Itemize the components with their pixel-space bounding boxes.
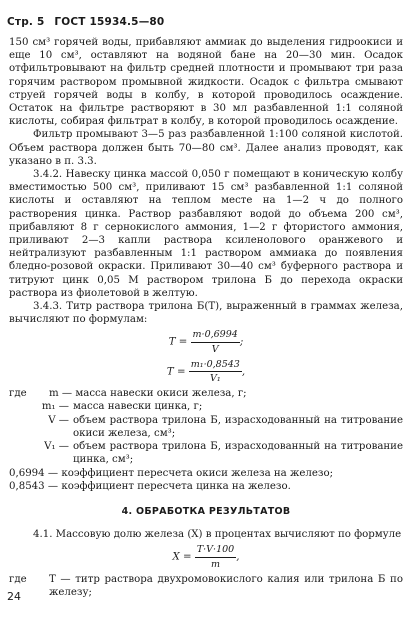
fraction-denominator: V₁ <box>209 373 221 385</box>
definition-symbol: 0,6994 — <box>9 467 59 479</box>
paragraph: 3.4.2. Навеску цинка массой 0,050 г помещают в коническую колбу вместимостью 500 см³, приливают 15 см³ разбавленной 1:1 соляной кислоты и оставляют на теплом месте на 1—2 ч до полного растворения цинка. Раствор разбавляют водой до объема 200 см³, прибавляют 8 г сернокислого аммония, 1—2 г фтористого аммония, приливают 2—3 капли раствора ксиленолового оранжевого и нейтрализуют разбавленным 1:1 раствором аммиака до появления бледно-розовой окраски. Приливают 30—40 см³ буферного раствора и титруют цинк 0,05 М раствором трилона Б до перехода окраски раствора из фиолетовой в желтую. <box>9 169 403 299</box>
definition-symbol: m₁ — <box>41 401 69 413</box>
definition-symbol: V — <box>48 414 69 426</box>
formula-punct: ; <box>239 337 244 349</box>
formula-punct: , <box>241 366 246 378</box>
fraction-denominator: V <box>211 343 219 355</box>
definition-row <box>9 480 403 493</box>
paragraph: 150 см³ горячей воды, прибавляют аммиак до выделения гидроокиси и еще 10 см³, оставляют на водяной бане на 20—30 мин. Осадок отфильтровывают на фильтр средней плотности и промывают три раза горячим раствором промывной жидкости. Осадок с фильтра смывают струей горячей воды в колбу, в которой проводилось осаждение. Остаток на фильтре растворяют в 30 мл разбавленной 1:1 соляной кислоты, собирая фильтрат в колбу, в которой проводилось осаждение. <box>9 37 403 128</box>
fraction-numerator: m₁·0,8543 <box>189 358 242 372</box>
definition-text: коэффициент пересчета цинка на железо. <box>61 480 291 492</box>
definition-text: масса навески окиси железа, г; <box>75 388 247 400</box>
section-title: 4. ОБРАБОТКА РЕЗУЛЬТАТОВ <box>121 505 291 517</box>
formula-punct: , <box>236 552 240 564</box>
definition-content <box>49 573 403 599</box>
fraction <box>195 543 236 570</box>
paragraph: 4.1. Массовую долю железа (X) в процентах вычисляют по формуле <box>33 529 402 541</box>
fraction-numerator: T·V·100 <box>195 543 236 557</box>
definition-content <box>49 387 403 400</box>
definition-symbol: T — <box>49 573 71 585</box>
page-header <box>7 16 170 28</box>
definition-symbol: 0,8543 — <box>9 480 59 492</box>
definition-row <box>9 414 403 440</box>
definition-intro: где <box>9 388 27 400</box>
page-number: 24 <box>7 590 21 603</box>
formula-titer-zinc <box>9 358 403 385</box>
definition-text: коэффициент пересчета окиси железа на железо; <box>61 467 334 479</box>
standard-number: ГОСТ 15934.5—80 <box>54 16 165 28</box>
formula-titer-iron-oxide <box>9 328 403 355</box>
definition-row <box>9 440 403 466</box>
formula-lhs: T = <box>168 337 188 349</box>
fraction <box>191 328 240 355</box>
definition-text: титр раствора двухромовокислого калия или трилона Б по железу; <box>49 573 403 598</box>
paragraph: 3.4.3. Титр раствора трилона Б(T), выраженный в граммах железа, вычисляют по формулам: <box>9 301 403 326</box>
definition-text: масса навески цинка, г; <box>73 401 203 413</box>
definition-row <box>9 467 403 480</box>
definition-intro: где <box>9 573 27 585</box>
definition-row <box>9 387 403 400</box>
definition-text: объем раствора трилона Б, израсходованный на титрование цинка, см³; <box>73 441 403 466</box>
definition-text: объем раствора трилона Б, израсходованный на титрование окиси железа, см³; <box>73 414 403 439</box>
variable-definitions <box>9 387 403 493</box>
fraction-denominator: m <box>211 558 221 570</box>
page-label: Стр. 5 <box>7 16 45 28</box>
definition-row <box>9 573 403 599</box>
definition-row <box>9 400 403 413</box>
fraction-numerator: m·0,6994 <box>191 328 240 342</box>
formula-lhs: X = <box>172 552 192 564</box>
formula-iron-fraction <box>9 543 403 570</box>
definition-symbol: m — <box>49 388 73 400</box>
paragraph: Фильтр промывают 3—5 раз разбавленной 1:100 соляной кислотой. Объем раствора должен быть 70—80 см³. Далее анализ проводят, как указано в п. 3.3. <box>9 129 403 167</box>
fraction <box>189 358 242 385</box>
document-body <box>9 36 403 599</box>
formula-lhs: T = <box>166 366 186 378</box>
definition-symbol: V₁ — <box>44 441 69 453</box>
